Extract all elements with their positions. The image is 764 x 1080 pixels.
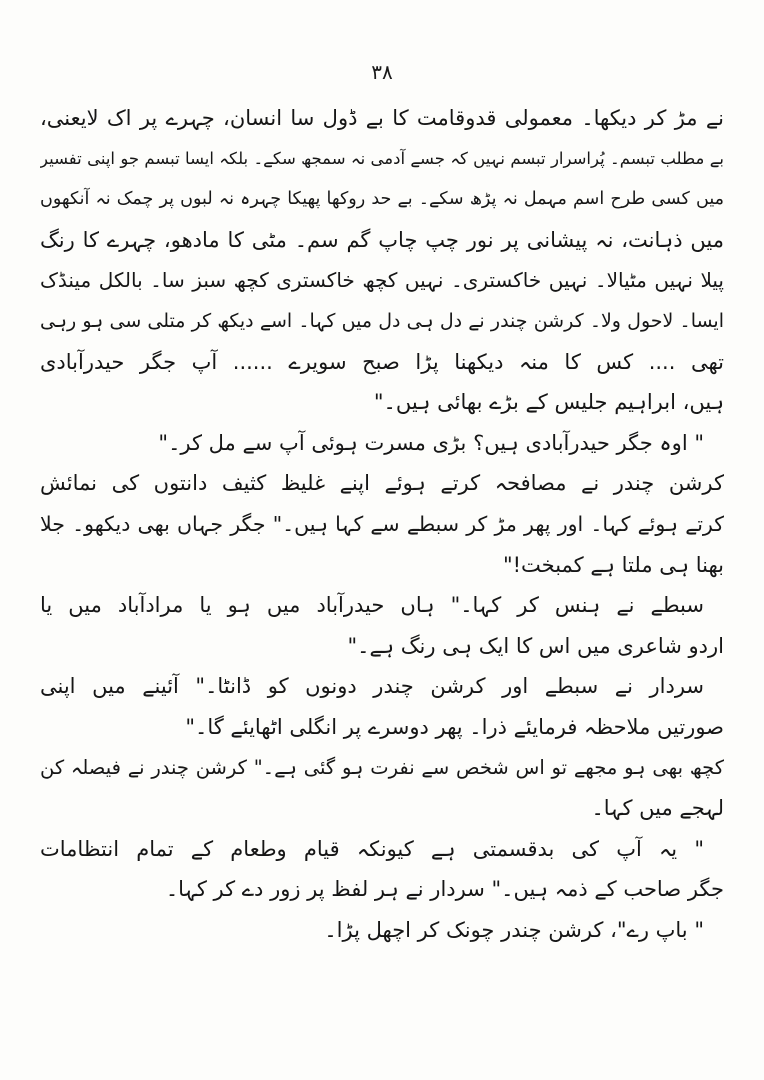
text-line: ایسا۔ لاحول ولا۔ کرشن چندر نے دل ہی دل میں کہا۔ اسے دیکھ کر متلی سی ہو رہی	[40, 309, 724, 332]
text-line: نے مڑ کر دیکھا۔ معمولی قدوقامت کا بے ڈول سا انسان، چہرے پر اک لایعنی،	[40, 106, 724, 130]
text-line: بھنا ہی ملتا ہے کمبخت!"	[502, 552, 724, 577]
text-line: کرتے ہوئے کہا۔ اور پھر مڑ کر سبطے سے کہا ہیں۔" جگر جہاں بھی دیکھو۔ جلا	[40, 511, 724, 536]
text-line: ہیں، ابراہیم جلیس کے بڑے بھائی ہیں۔"	[373, 390, 724, 415]
text-line: کچھ بھی ہو مجھے تو اس شخص سے نفرت ہو گئی ہے۔" کرشن چندر نے فیصلہ کن	[40, 755, 724, 779]
text-line: سبطے نے ہنس کر کہا۔" ہاں حیدرآباد میں ہو یا مرادآباد میں یا	[40, 593, 704, 618]
text-line: اردو شاعری میں اس کا ایک ہی رنگ ہے۔"	[347, 633, 724, 658]
text-line: جگر صاحب کے ذمہ ہیں۔" سردار نے ہر لفظ پر زور دے کر کہا۔	[165, 877, 724, 902]
text-line: کرشن چندر نے مصافحہ کرتے ہوئے اپنے غلیظ کثیف دانتوں کی نمائش	[40, 471, 724, 496]
text-line: صورتیں ملاحظہ فرمایئے ذرا۔ پھر دوسرے پر انگلی اٹھایئے گا۔"	[185, 714, 724, 739]
text-line: لہجے میں کہا۔	[591, 796, 724, 821]
text-line: " یہ آپ کی بدقسمتی ہے کیونکہ قیام وطعام کے تمام انتظامات	[40, 836, 704, 861]
text-line: میں کسی طرح اسم مہمل نہ پڑھ سکے۔ بے حد روکھا پھیکا چہرہ نہ لبوں پر چمک نہ آنکھوں	[40, 189, 724, 210]
text-line: میں ذہانت، نہ پیشانی پر نور چپ چاپ گم سم۔ مٹی کا مادھو، چہرے کا رنگ	[40, 227, 724, 252]
text-line: بے مطلب تبسم۔ پُراسرار تبسم نہیں کہ جسے آدمی نہ سمجھ سکے۔ بلکہ ایسا تبسم جو اپنی تفسیر	[40, 148, 724, 168]
text-line: " باپ رے"، کرشن چندر چونک کر اچھل پڑا۔	[324, 917, 704, 942]
text-line: " اوہ جگر حیدرآبادی ہیں؟ بڑی مسرت ہوئی آپ سے مل کر۔"	[158, 430, 704, 455]
text-line: پیلا نہیں مٹیالا۔ نہیں خاکستری۔ نہیں کچھ خاکستری کچھ سبز سا۔ بالکل مینڈک	[40, 268, 724, 293]
page-text	[40, 98, 724, 950]
text-line: تھی .... کس کا منہ دیکھنا پڑا صبح سویرے ...... آپ جگر حیدرآبادی	[40, 349, 724, 374]
page-number: ۳۸	[371, 60, 393, 84]
text-line: سردار نے سبطے اور کرشن چندر دونوں کو ڈانٹا۔" آئینے میں اپنی	[40, 674, 704, 699]
